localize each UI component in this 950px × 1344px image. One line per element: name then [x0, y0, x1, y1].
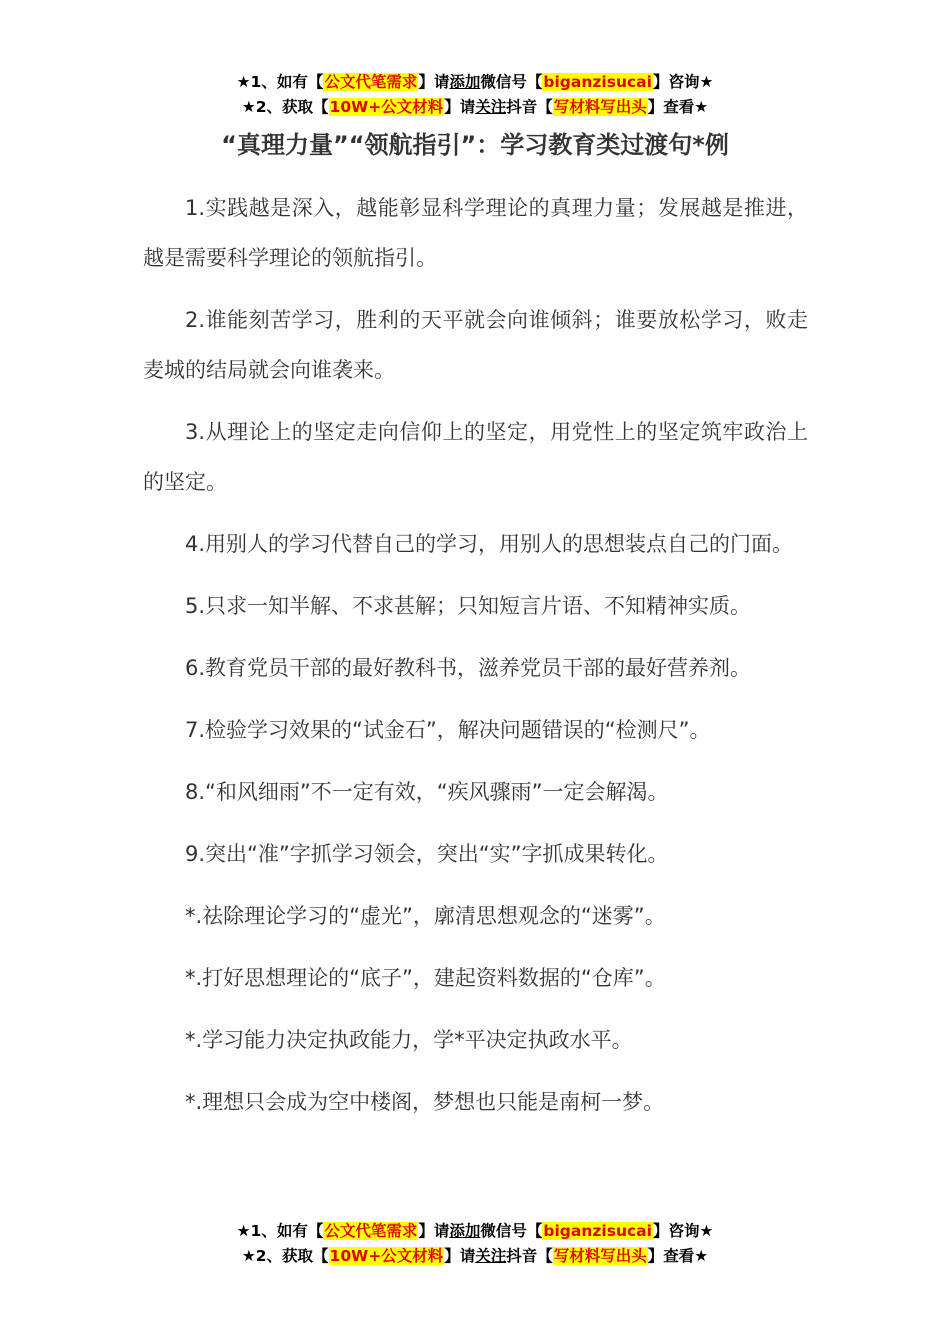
banner-underline-text: 关注	[475, 1247, 507, 1265]
paragraph: 4.用别人的学习代替自己的学习，用别人的思想装点自己的门面。	[185, 532, 794, 556]
banner-highlight: biganzisucai	[543, 1222, 652, 1240]
banner-text: 】查看★	[647, 1247, 709, 1265]
banner-text: 微信号【	[480, 1222, 543, 1240]
banner-text: 】请	[444, 1247, 476, 1265]
banner-highlight: 10W+公文材料	[329, 1247, 444, 1265]
paragraph: 7.检验学习效果的“试金石”，解决问题错误的“检测尺”。	[185, 718, 711, 742]
banner-highlight: 写材料写出头	[553, 98, 647, 116]
banner-text: 】请	[418, 1222, 450, 1240]
banner-line-2	[0, 95, 950, 120]
paragraph: 8.“和风细雨”不一定有效，“疾风骤雨”一定会解渴。	[185, 780, 669, 804]
paragraph: 9.突出“准”字抓学习领会，突出“实”字抓成果转化。	[185, 842, 669, 866]
paragraph: *.祛除理论学习的“虚光”，廓清思想观念的“迷雾”。	[185, 904, 666, 928]
paragraph: 3.从理论上的坚定走向信仰上的坚定，用党性上的坚定筑牢政治上的坚定。	[143, 420, 808, 494]
banner-highlight: 公文代笔需求	[324, 1222, 418, 1240]
banner-text: 微信号【	[480, 73, 543, 91]
banner-line-1	[0, 70, 950, 95]
banner-text: 抖音【	[506, 1247, 553, 1265]
banner-line-1	[0, 1219, 950, 1244]
banner-text: ★1、如有【	[236, 1222, 324, 1240]
document-title: “真理力量”“领航指引”：学习教育类过渡句*例	[221, 131, 729, 159]
banner-text: 】咨询★	[652, 1222, 714, 1240]
banner-underline-text: 关注	[475, 98, 507, 116]
paragraph: *.打好思想理论的“底子”，建起资料数据的“仓库”。	[185, 966, 666, 990]
footer-banner	[0, 1219, 950, 1269]
paragraph: 6.教育党员干部的最好教科书，滋养党员干部的最好营养剂。	[185, 656, 752, 680]
banner-text: ★2、获取【	[241, 1247, 329, 1265]
paragraph: 2.谁能刻苦学习，胜利的天平就会向谁倾斜；谁要放松学习，败走麦城的结局就会向谁袭来。	[143, 308, 808, 382]
banner-text: 】请	[418, 73, 450, 91]
banner-text: 】请	[444, 98, 476, 116]
paragraph: 1.实践越是深入，越能彰显科学理论的真理力量；发展越是推进，越是需要科学理论的领航指引。	[143, 196, 808, 270]
paragraph: *.学习能力决定执政能力，学*平决定执政水平。	[185, 1028, 633, 1052]
banner-text: 】查看★	[647, 98, 709, 116]
banner-text: 】咨询★	[652, 73, 714, 91]
banner-text: 抖音【	[506, 98, 553, 116]
banner-highlight: biganzisucai	[543, 73, 652, 91]
banner-highlight: 写材料写出头	[553, 1247, 647, 1265]
banner-text: ★2、获取【	[241, 98, 329, 116]
banner-underline-text: 添加	[449, 73, 481, 91]
banner-highlight: 公文代笔需求	[324, 73, 418, 91]
banner-underline-text: 添加	[449, 1222, 481, 1240]
header-banner	[0, 70, 950, 120]
banner-text: ★1、如有【	[236, 73, 324, 91]
banner-highlight: 10W+公文材料	[329, 98, 444, 116]
document-body	[143, 183, 808, 1139]
banner-line-2	[0, 1244, 950, 1269]
paragraph: 5.只求一知半解、不求甚解；只知短言片语、不知精神实质。	[185, 594, 752, 618]
paragraph: *.理想只会成为空中楼阁，梦想也只能是南柯一梦。	[185, 1090, 665, 1114]
